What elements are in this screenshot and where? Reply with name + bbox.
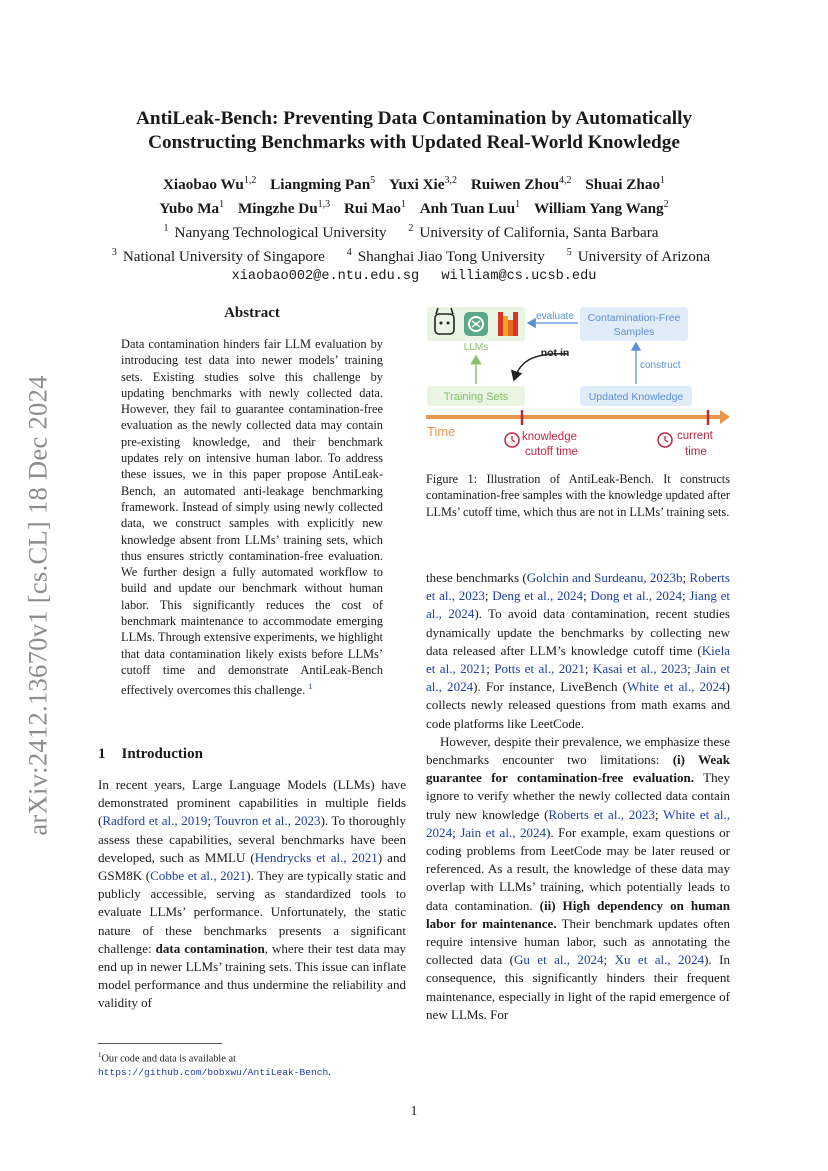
author: Rui Mao$^1$ bbox=[343, 199, 406, 218]
citation-link[interactable]: Hendrycks et al., 2021 bbox=[254, 849, 378, 865]
author: William Yang Wang$^2$ bbox=[533, 199, 669, 218]
page-number: 1 bbox=[410, 1103, 418, 1118]
citation-link[interactable]: Roberts et al., 2023 bbox=[426, 570, 731, 604]
affiliation: $^1$ Nanyang Technological University bbox=[163, 223, 387, 242]
arxiv-identifier: arXiv:2412.13670v1 [cs.CL] 18 Dec 2024 bbox=[22, 374, 53, 836]
figure-caption: Figure 1: Illustration of AntiLeak-Bench. It constructs contamination-free samples with the knowledge updated after LLMs’ cutoff time, which thus are not in LLMs’ training sets. bbox=[426, 472, 730, 519]
citation-link[interactable]: Jain et al., 2024 bbox=[426, 661, 730, 695]
cutoff-time-label: cutoff time bbox=[525, 446, 578, 458]
author-line-1 bbox=[60, 171, 768, 195]
author-line-2 bbox=[60, 195, 768, 219]
author-block bbox=[60, 171, 768, 287]
current-label: current bbox=[677, 430, 713, 442]
not-in-label: not in bbox=[540, 347, 570, 359]
citation-link[interactable]: Kasai et al., 2023 bbox=[592, 661, 688, 677]
affiliation: $^4$ Shanghai Jiao Tong University bbox=[346, 247, 545, 266]
citation-link[interactable]: Roberts et al., 2023 bbox=[548, 806, 655, 822]
citation-link[interactable]: Radford et al., 2019 bbox=[102, 813, 208, 829]
citation-link[interactable]: Touvron et al., 2023 bbox=[214, 813, 321, 829]
email-2: william@cs.ucsb.edu bbox=[441, 269, 597, 285]
abstract-heading: Abstract bbox=[224, 305, 280, 321]
training-sets-label: Training Sets bbox=[443, 391, 509, 403]
timeline-bar bbox=[426, 415, 722, 419]
author: Liangming Pan$^5$ bbox=[270, 175, 376, 194]
author: Xiaobao Wu$^{1,2}$ bbox=[162, 175, 257, 194]
right-column-text bbox=[426, 569, 730, 1024]
footnote-rule bbox=[98, 1043, 222, 1044]
paragraph: However, despite their prevalence, we emphasize these benchmarks encounter two limitations: (i) Weak guarantee for contamination-free evaluation. They ignore to verify whether the newly collected data contain truly new knowledge (Roberts et al., 2023; White et al., 2024; Jain et al., 2024). For example, exam questions or coding problems from LeetCode may be later reused or referenced. As a result, the knowledge of these data may overlap with LLMs’ training, which potentially leads to data contamination. (ii) High dependency on human labor for maintenance. Their benchmark updates often require intensive human labor, such as annotating the collected data (Gu et al., 2024; Xu et al., 2024). In consequence, this significantly hinders their frequent maintenance, especially in light of the rapid emergence of new LLMs. For bbox=[426, 733, 731, 1022]
citation-link[interactable]: Gu et al., 2024 bbox=[513, 952, 604, 968]
code-url-link[interactable]: https://github.com/bobxwu/AntiLeak-Bench bbox=[98, 1067, 329, 1079]
construct-label: construct bbox=[640, 360, 681, 371]
citation-link[interactable]: Kiela et al., 2021 bbox=[426, 642, 730, 677]
chatgpt-icon bbox=[464, 312, 488, 336]
samples-label: Samples bbox=[613, 326, 655, 338]
author: Yuxi Xie$^{3,2}$ bbox=[388, 175, 458, 194]
affiliation: $^2$ University of California, Santa Barbara bbox=[408, 223, 659, 242]
citation-link[interactable]: White et al., 2024 bbox=[626, 679, 726, 695]
citation-link[interactable]: Potts et al., 2021 bbox=[494, 661, 585, 677]
citation-link[interactable]: Deng et al., 2024 bbox=[492, 588, 584, 604]
author: Yubo Ma$^1$ bbox=[159, 199, 225, 218]
affiliation-line-1 bbox=[60, 219, 768, 243]
citation-link[interactable]: Cobbe et al., 2021 bbox=[150, 868, 247, 884]
author-emails bbox=[60, 267, 768, 287]
llms-label: LLMs bbox=[463, 342, 489, 353]
paper-title: AntiLeak-Bench: Preventing Data Contamination by Automatically Constructing Benchmarks with Updated Real-World Knowledge bbox=[135, 108, 693, 153]
affiliation-line-2 bbox=[60, 243, 768, 267]
current-time-label: time bbox=[685, 446, 707, 458]
footnote-link[interactable]: 1 bbox=[308, 681, 313, 692]
clock-icon bbox=[505, 433, 519, 447]
paragraph: these benchmarks (Golchin and Surdeanu, 2023b; Roberts et al., 2023; Deng et al., 2024; Dong et al., 2024; Jiang et al., 2024). To avoid data contamination, recent studies dynamically update the benchmarks by collecting new data released after LLM’s knowledge cutoff time (Kiela et al., 2021; Potts et al., 2021; Kasai et al., 2023; Jain et al., 2024). For instance, LiveBench (White et al., 2024) collects newly released questions from math exams and code platforms like LeetCode. bbox=[426, 570, 731, 731]
citation-link[interactable]: Xu et al., 2024 bbox=[614, 952, 705, 968]
section-heading-introduction: 1 Introduction bbox=[98, 746, 203, 762]
author: Mingzhe Du$^{1,3}$ bbox=[237, 199, 331, 218]
abstract-text: Data contamination hinders fair LLM evaluation by introducing test data into newer models’ training sets. Existing studies solve this challenge by updating benchmarks with newly collected data. However, they fail to guarantee contamination-free evaluation as the newly collected data may contain pre-existing knowledge, and their benchmark updates rely on intensive human labor. To address these issues, we in this paper propose AntiLeak-Bench, an automated anti-leakage benchmarking framework. Instead of simply using newly collected data, we construct samples with explicitly new knowledge absent from LLMs’ training sets, which thus ensures strictly contamination-free evaluation. We further design a fully automated workflow to build and update our benchmark without human labor. This significantly reduces the cost of benchmark maintenance to accommodate emerging LLMs. Through extensive experiments, we highlight that data contamination likely exists before LLMs’ cutoff time and demonstrate AntiLeak-Bench effectively overcomes this challenge. $^1$ bbox=[121, 337, 383, 698]
citation-link[interactable]: Jain et al., 2024 bbox=[460, 824, 547, 840]
time-label: Time bbox=[427, 424, 456, 439]
timeline-arrowhead bbox=[720, 410, 730, 424]
author: Shuai Zhao$^1$ bbox=[585, 175, 666, 194]
intro-paragraph: In recent years, Large Language Models (LLMs) have demonstrated prominent capabilities in multiple fields (Radford et al., 2019; Touvron et al., 2023). To thoroughly assess these capabilities, several benchmarks have been developed, such as MMLU (Hendrycks et al., 2021) and GSM8K (Cobbe et al., 2021). They are typically static and publicly accessible, serving as standardized tools to evaluate LLMs’ performance. Unfortunately, the static nature of these benchmarks presents a significant challenge: data contamination, where their test data may end up in newer LLMs’ training sets. This issue can inflate model performance and thus undermine the reliability and validity of bbox=[98, 777, 407, 1011]
email-1: xiaobao002@e.ntu.edu.sg bbox=[231, 269, 420, 285]
knowledge-cutoff-label: knowledge bbox=[522, 431, 577, 443]
author: Ruiwen Zhou$^{4,2}$ bbox=[470, 175, 572, 194]
citation-link[interactable]: Jiang et al., 2024 bbox=[426, 588, 730, 622]
figure-1-diagram bbox=[424, 302, 732, 462]
affiliation: $^5$ University of Arizona bbox=[566, 247, 711, 266]
contamination-free-label: Contamination-Free bbox=[587, 312, 681, 324]
updated-knowledge-label: Updated Knowledge bbox=[588, 391, 684, 403]
citation-link[interactable]: White et al., 2024 bbox=[426, 806, 730, 840]
citation-link[interactable]: Golchin and Surdeanu, 2023b bbox=[526, 570, 683, 585]
footnote: $^1$Our code and data is available at https://github.com/bobxwu/AntiLeak-Bench. bbox=[98, 1051, 331, 1079]
author: Anh Tuan Luu$^1$ bbox=[419, 199, 521, 218]
clock-icon bbox=[658, 433, 672, 447]
citation-link[interactable]: Dong et al., 2024 bbox=[590, 588, 682, 604]
affiliation: $^3$ National University of Singapore bbox=[111, 247, 325, 266]
evaluate-label: evaluate bbox=[536, 311, 574, 322]
